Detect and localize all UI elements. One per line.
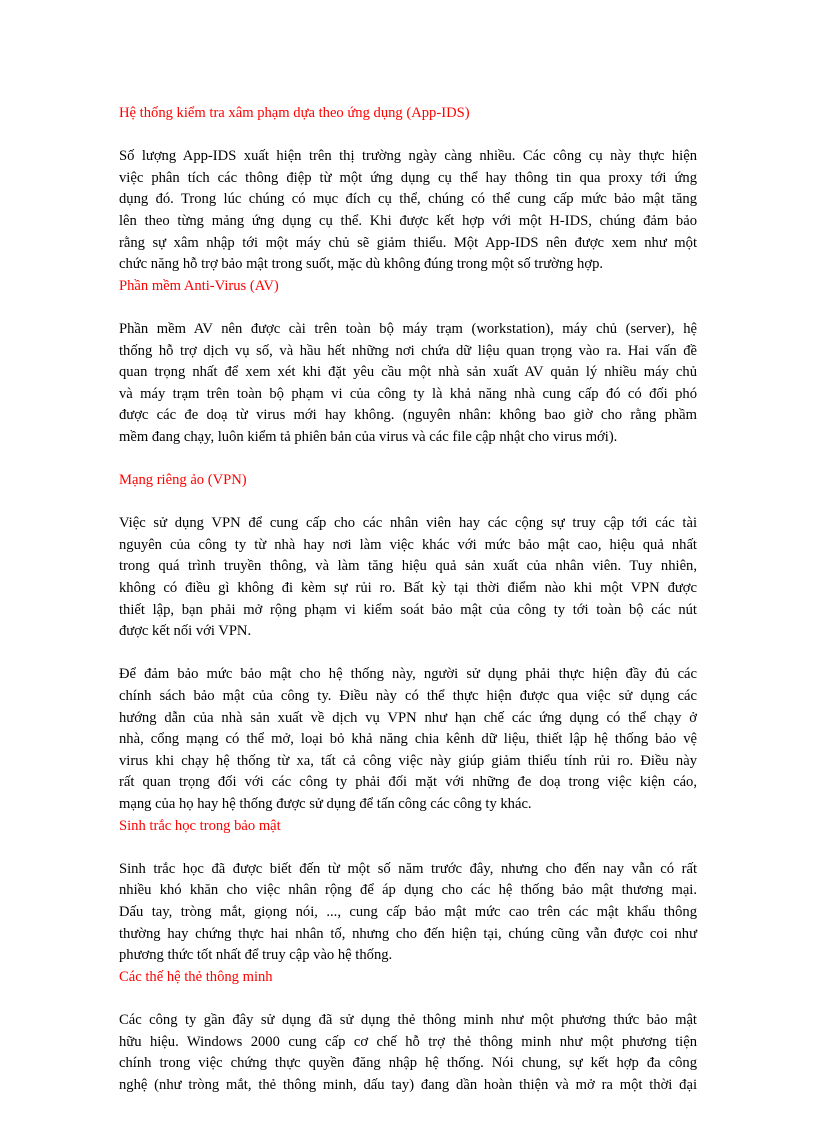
text-line: Việc sử dụng VPN để cung cấp cho các nhân viên hay các cộng sự truy cập tới các tài [119, 515, 697, 532]
text-line: được các đe doạ từ virus mới hay không. (nguyên nhân: không bao giờ cho rằng phầm [119, 407, 697, 424]
text-line: Phần mềm AV nên được cài trên toàn bộ máy trạm (workstation), máy chủ (server), hệ [119, 320, 697, 337]
paragraph-anti-virus [119, 319, 697, 449]
text-line: chính sách bảo mật của công ty. Điều này có thể thực hiện được qua việc sử dụng các [119, 688, 697, 705]
section-heading-smart-cards: Các thế hệ thẻ thông minh [119, 968, 273, 985]
text-line: lên theo từng mảng ứng dụng cụ thể. Khi được kết hợp với một H-IDS, chúng đảm bảo [119, 212, 697, 229]
paragraph-vpn-2 [119, 664, 697, 815]
text-line: thống hỗ trợ dịch vụ số, và hầu hết những nơi chứa dữ liệu quan trọng vào ra. Hai vấn đề [119, 342, 697, 359]
section-heading-anti-virus: Phần mềm Anti-Virus (AV) [119, 277, 279, 294]
text-line: Các công ty gần đây sử dụng đã sử dụng thẻ thông minh như một phương thức bảo mật [119, 1011, 697, 1028]
paragraph-smart-cards [119, 1010, 697, 1096]
text-line: Số lượng App-IDS xuất hiện trên thị trường ngày càng nhiều. Các công cụ này thực hiện [119, 148, 697, 165]
text-line: thiết lập, bạn phải mở rộng phạm vi kiểm soát bảo mật của công ty tới toàn bộ các nút [119, 601, 697, 618]
text-line: virus khi chạy hệ thống từ xa, tất cả công việc này giúp giảm thiểu tính rủi ro. Điều này [119, 752, 697, 769]
text-line: quan trọng nhất để xem xét khi đặt yêu cầu một nhà sản xuất AV quản lý nhiều máy chủ [119, 364, 697, 381]
text-line: mạng của họ hay hệ thống được sử dụng để tấn công các công ty khác. [119, 796, 532, 812]
text-line: trong quá trình truyền thông, và làm tăng hiệu quả sản xuất của nhân viên. Tuy nhiên, [119, 558, 697, 575]
paragraph-biometrics [119, 859, 697, 967]
document-body [119, 103, 697, 1096]
text-line: thường hay chứng thực hai nhân tố, nhưng cho đến hiện tại, chúng cũng vẫn được coi như [119, 925, 697, 942]
section-heading-biometrics: Sinh trắc học trong bảo mật [119, 817, 281, 834]
text-line: Dấu tay, tròng mắt, giọng nói, ..., cung cấp bảo mật mức cao trên các mật khẩu thông [119, 903, 697, 920]
text-line: mềm đang chạy, luôn kiểm tả phiên bản của virus và các file cập nhật cho virus mới). [119, 428, 618, 445]
text-line: chính trong việc chứng thực quyền đăng nhập hệ thống. Nói chung, sự kết hợp đa công [119, 1055, 697, 1072]
text-line: nhà, cổng mạng có thể mở, loại bỏ khả năng chia kênh dữ liệu, thiết lập hệ thống bảo vệ [119, 731, 697, 748]
text-line: rằng sự xâm nhập tới một máy chủ sẽ giảm thiểu. Một App-IDS nên được xem như một [119, 234, 697, 251]
text-line: được kết nối với VPN. [119, 623, 252, 640]
text-line: nghệ (như tròng mắt, thẻ thông minh, dấu tay) đang dần hoàn thiện và mở ra một thời đại [119, 1076, 697, 1093]
paragraph-vpn-1 [119, 513, 697, 643]
paragraph-app-ids [119, 146, 697, 276]
section-heading-app-ids: Hệ thống kiểm tra xâm phạm dựa theo ứng dụng (App-IDS) [119, 105, 470, 121]
text-line: rất quan trọng đối với các công ty phải đối mặt với những đe doạ trong việc kiện cáo, [119, 774, 697, 791]
text-line: việc phân tích các thông điệp từ một ứng dụng cụ thể hay thông tin qua proxy tới ứng [119, 169, 697, 186]
text-line: phương thức tốt nhất để truy cập vào hệ thống. [119, 947, 393, 964]
section-heading-vpn: Mạng riêng ảo (VPN) [119, 472, 247, 489]
text-line: dụng đó. Trong lúc chúng có mục đích cụ thể, chúng có thể cung cấp mức bảo mật tăng [119, 191, 697, 208]
text-line: nguyên của công ty từ nhà hay nơi làm việc khác với mức bảo mật cao, hiệu quả nhất [119, 536, 697, 553]
text-line: và máy trạm trên toàn bộ phạm vi của công ty là khả năng nhà cung cấp đó có đối phó [119, 385, 697, 402]
text-line: Sinh trắc học đã được biết đến từ một số năm trước đây, nhưng cho đến nay vẫn có rất [119, 860, 697, 877]
text-line: hữu hiệu. Windows 2000 cung cấp cơ chế hỗ trợ thẻ thông minh như một phương tiện [119, 1033, 697, 1050]
text-line: nhiều khó khăn cho việc nhân rộng để áp dụng cho các hệ thống bảo mật thương mại. [119, 882, 697, 899]
text-line: chức năng hỗ trợ bảo mật trong suốt, mặc dù không đúng trong một số trường hợp. [119, 256, 604, 273]
text-line: không có điều gì không đi kèm sự rủi ro. Bất kỳ tại thời điểm nào khi một VPN được [119, 580, 697, 597]
text-line: hướng dẫn của nhà sản xuất về dịch vụ VPN như hạn chế các ứng dụng có thể chạy ở [119, 709, 697, 726]
text-line: Để đảm bảo mức bảo mật cho hệ thống này, người sử dụng phải thực hiện đầy đủ các [119, 666, 697, 683]
